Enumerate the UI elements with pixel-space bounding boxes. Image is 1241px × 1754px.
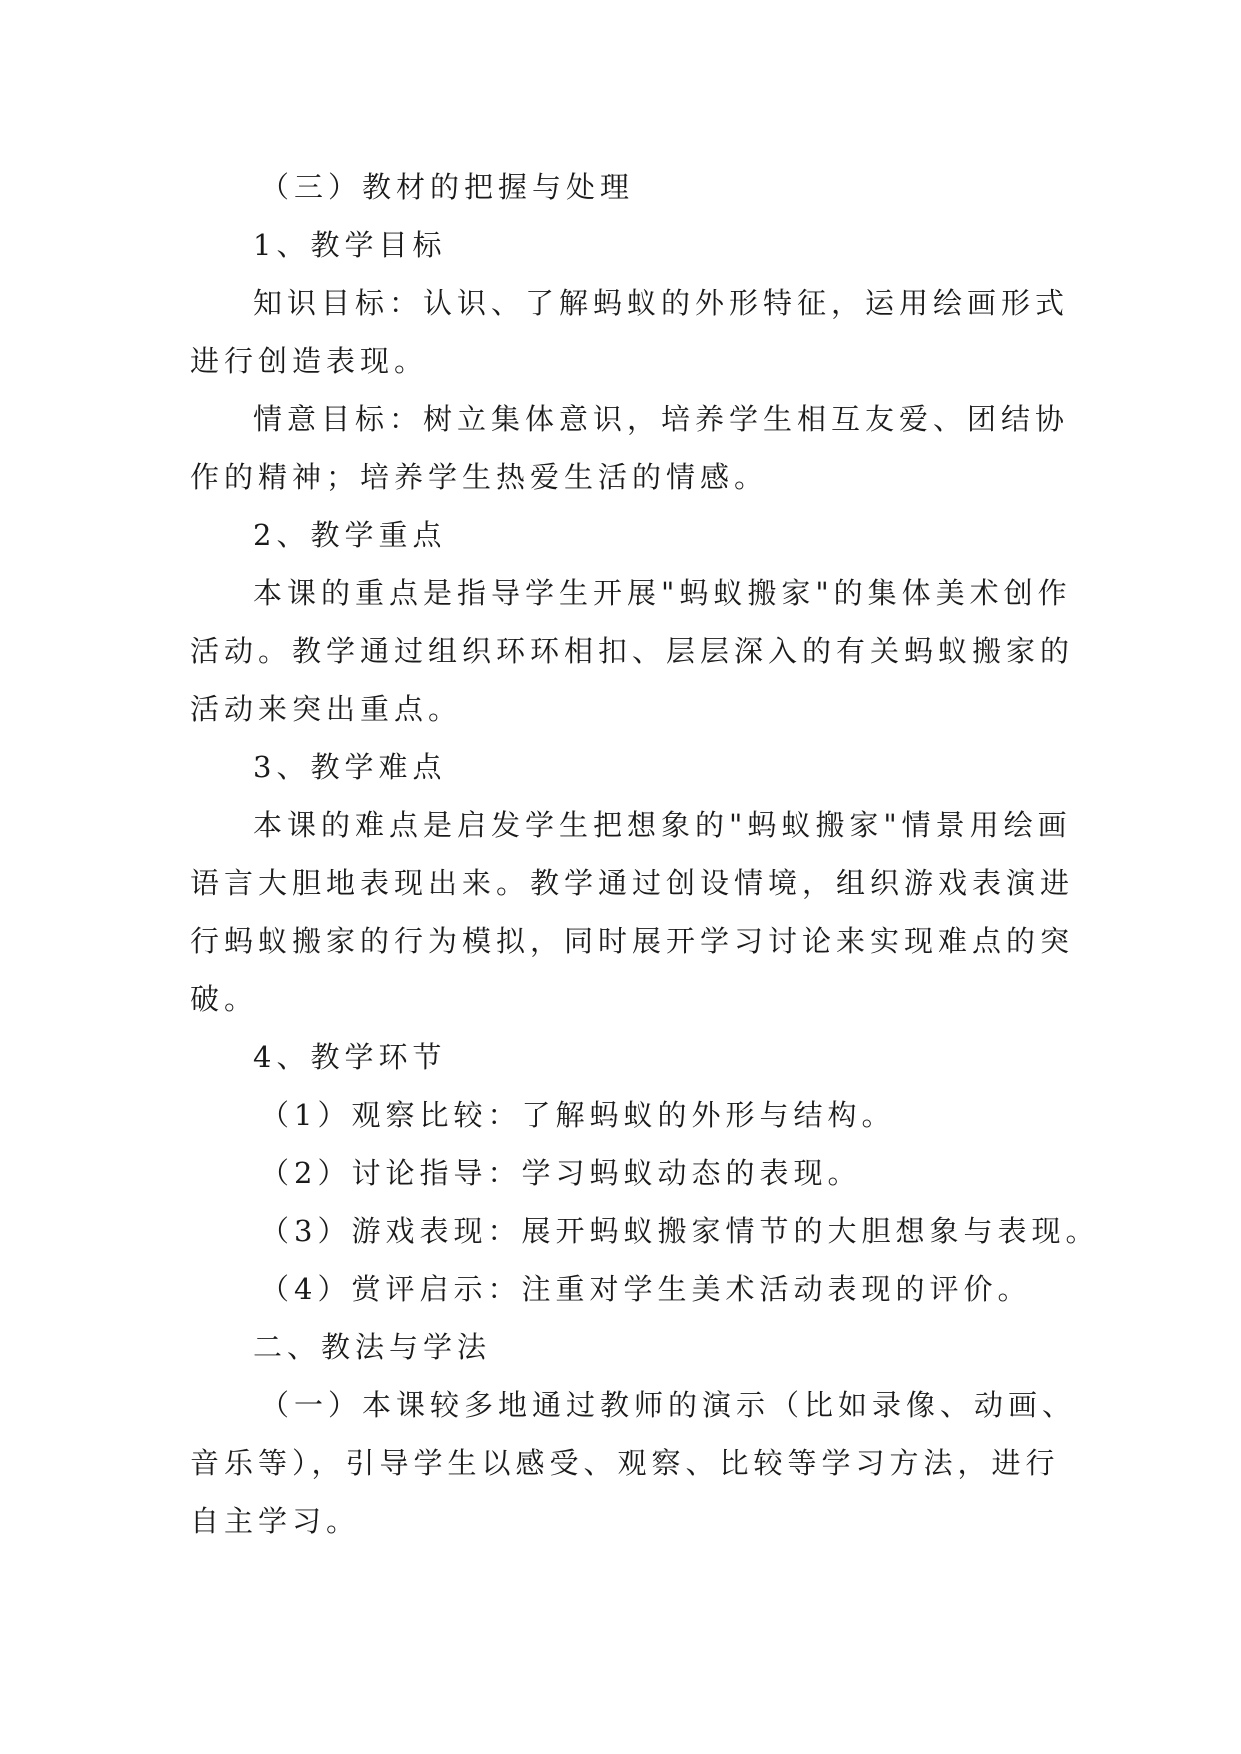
document-body — [190, 158, 1100, 1550]
paragraph-line: 活动来突出重点。 — [190, 692, 463, 726]
subheading-teaching-objectives: 1、教学目标 — [253, 228, 447, 262]
paragraph-line: 行蚂蚁搬家的行为模拟，同时展开学习讨论来实现难点的突 — [190, 924, 1075, 958]
list-item: （2）讨论指导：学习蚂蚁动态的表现。 — [260, 1156, 862, 1190]
section-heading-textbook: （三）教材的把握与处理 — [260, 170, 635, 204]
paragraph-line: 活动。教学通过组织环环相扣、层层深入的有关蚂蚁搬家的 — [190, 634, 1075, 668]
subheading-teaching-focus: 2、教学重点 — [253, 518, 447, 552]
paragraph-line: 进行创造表现。 — [190, 344, 429, 378]
list-item: （1）观察比较：了解蚂蚁的外形与结构。 — [260, 1098, 896, 1132]
paragraph-line: 语言大胆地表现出来。教学通过创设情境，组织游戏表演进 — [190, 866, 1075, 900]
paragraph-line: 知识目标：认识、了解蚂蚁的外形特征，运用绘画形式 — [253, 286, 1070, 320]
paragraph-line: 本课的重点是指导学生开展"蚂蚁搬家"的集体美术创作 — [253, 576, 1072, 610]
paragraph-line: （一）本课较多地通过教师的演示（比如录像、动画、 — [260, 1388, 1077, 1422]
list-item: （4）赏评启示：注重对学生美术活动表现的评价。 — [260, 1272, 1032, 1306]
list-item: （3）游戏表现：展开蚂蚁搬家情节的大胆想象与表现。 — [260, 1214, 1100, 1248]
paragraph-line: 自主学习。 — [190, 1504, 361, 1538]
paragraph-line: 作的精神；培养学生热爱生活的情感。 — [190, 460, 769, 494]
paragraph-line: 情意目标：树立集体意识，培养学生相互友爱、团结协 — [253, 402, 1070, 436]
subheading-teaching-steps: 4、教学环节 — [253, 1040, 447, 1074]
paragraph-line: 破。 — [190, 982, 259, 1016]
paragraph-line: 本课的难点是启发学生把想象的"蚂蚁搬家"情景用绘画 — [253, 808, 1072, 842]
section-heading-methods: 二、教法与学法 — [253, 1330, 492, 1364]
subheading-teaching-difficulty: 3、教学难点 — [253, 750, 447, 784]
paragraph-line: 音乐等），引导学生以感受、观察、比较等学习方法，进行 — [190, 1446, 1060, 1480]
